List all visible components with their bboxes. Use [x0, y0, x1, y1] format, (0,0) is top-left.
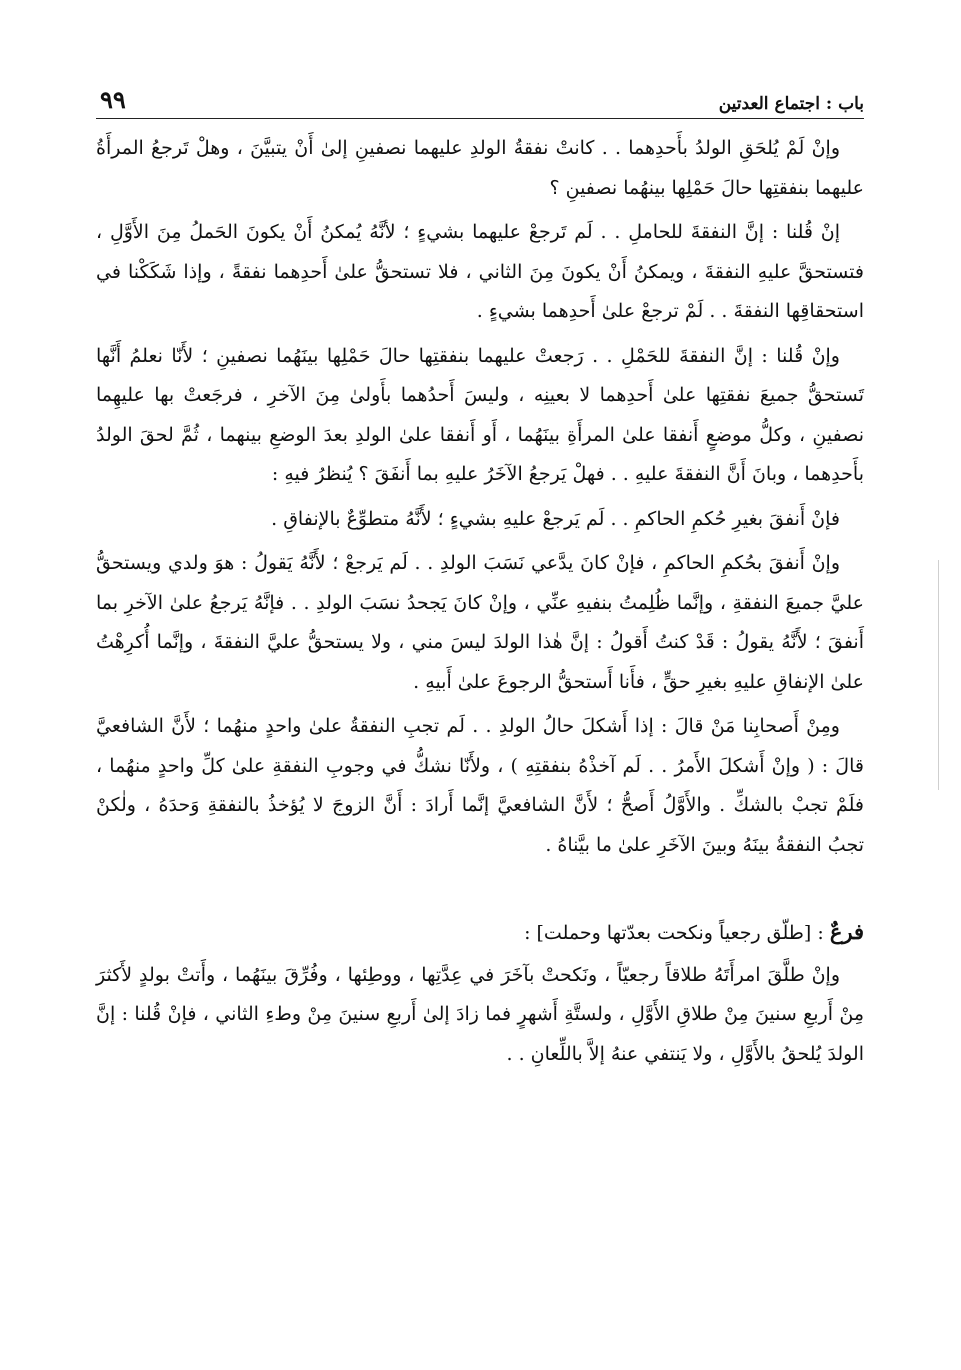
- section-label: فرعٌ: [829, 919, 864, 944]
- page-body: [96, 129, 864, 1074]
- paragraph-1: وإنْ لَمْ يُلحَقِ الولدُ بأَحدِهما . . كانتْ نفقةُ الولدِ عليهما نصفينِ إلىٰ أَنْ يتبيَّنَ ، وهلْ تَرجعُ المرأَةُ عليهما بنفقتِها حالَ حَمْلِها بينهُما نصفينِ ؟: [96, 137, 864, 199]
- page-header: [96, 78, 864, 119]
- paragraph-3: وإنْ قُلنا : إنَّ النفقةَ للحَمْلِ . . رَجعتْ عليهما بنفقتِها حالَ حَمْلِها بينَهُما نصفينِ ؛ لأَنّا نعلمُ أَنَّها تَستحقُّ جميعَ نفقتِها علىٰ أَحدِهما لا بعينِه ، وليسَ أَحدُهما بأَولىٰ مِنَ الآخرِ ، فرجَعتْ بها عليهِما نصفينِ ، وكلُّ موضعٍ أَنفقا علىٰ المرأَةِ بينَهُما ، أَو أَنفقا علىٰ الولدِ بعدَ الوضعِ بينهما ، ثُمَّ لحقَ الولدُ بأَحدِهما ، وبانَ أَنَّ النفقةَ عليهِ . . فهلْ يَرجعُ الآخَرُ عليهِ بما أَنفَقَ ؟ يُنظرُ فيهِ :: [96, 344, 864, 485]
- section-spacer: [96, 870, 864, 912]
- paragraph-5: وإنْ أَنفقَ بحُكمِ الحاكمِ ، فإنْ كانَ يدَّعي نَسَبَ الولدِ . . لَم يَرجعْ ؛ لأَنَّهُ يَقولُ : هوَ ولدي ويستحقُّ عليَّ جميعَ النفقةِ ، وإنَّما ظُلِمتُ بنفيهِ عنِّي ، وإنْ كانَ يَجحدُ نسَبَ الولدِ . . فإنَّهُ يَرجعُ علىٰ الآخرِ بما أَنفقَ ؛ لأَنَّهُ يقولُ : قَدْ كنتُ أَقولُ : إنَّ هٰذا الولدَ ليسَ مني ، ولا يستحقُّ عليَّ النفقةَ ، وإنَّما أُكرِهْتُ علىٰ الإنفاقِ عليهِ بغيرِ حقٍّ ، فأَنا أَستحقُّ الرجوعَ علىٰ أَبيهِ .: [96, 552, 864, 693]
- section-paragraph: وإنْ طلَّقَ امرأَتَهُ طلاقاً رجعيّاً ، ونَكحتْ بآخَرَ في عِدَّتِها ، ووطِئها ، وفُرِّقَ بينَهُما ، وأَتتْ بولدٍ لأَكثرَ مِنْ أَربعِ سنينَ مِنْ طلاقِ الأَوَّلِ ، ولستَّةِ أَشهرٍ فما زادَ إلىٰ أَربعِ سنينَ مِنْ وطءِ الثاني ، فإنْ قُلنا : إنَّ الولدَ يُلحقُ بالأَوَّلِ ، ولا يَنتفي عنهُ إلاَّ باللِّعانِ . .: [96, 963, 864, 1065]
- paragraph-4: فإنْ أَنفقَ بغيرِ حُكمِ الحاكمِ . . لَم يَرجعْ عليهِ بشيءٍ ؛ لأَنَّهُ متطوِّعٌ بالإنفاقِ .: [271, 507, 840, 530]
- section-title: [طلّق رجعياً ونكحت بعدّتها وحملت] :: [524, 922, 812, 944]
- section-separator: :: [811, 922, 830, 944]
- section-heading: [96, 912, 864, 954]
- book-page: [96, 78, 864, 1079]
- page-edge-mark: [938, 560, 939, 790]
- paragraph-2: إنْ قُلنا : إنَّ النفقةَ للحاملِ . . لَم تَرجعْ عليهما بشيءٍ ؛ لأنَّهُ يُمكنُ أَنْ يكونَ الحَملُ مِنَ الأَوَّلِ ، فتستحقَّ عليهِ النفقةَ ، ويمكنُ أَنْ يكونَ مِنَ الثاني ، فلا تستحقُّ علىٰ أَحدِهما نفقةً ، وإذا شَكَكْنا في استحقاقِها النفقةَ . . لَمْ ترجعْ علىٰ أَحدِهما بشيءٍ .: [96, 221, 864, 322]
- chapter-title: باب : اجتماع العدتين: [718, 94, 864, 114]
- page-number: ٩٩: [100, 85, 126, 114]
- paragraph-6: ومِنْ أَصحابِنا مَنْ قالَ : إذا أَشكلَ حالُ الولدِ . . لَم تجبِ النفقةُ علىٰ واحدٍ منهُما ؛ لأَنَّ الشافعيَّ قالَ : ( وإنْ أَشكلَ الأَمرُ . . لَم آخذْهُ بنفقتِهِ ) ، ولأَنّا نشكُّ في وجوبِ النفقةِ علىٰ كلِّ واحدٍ منهُما ، فلَمْ تجبْ بالشكِّ . والأَوَّلُ أَصحُّ ؛ لأَنَّ الشافعيَّ إنَّما أَرادَ : أَنَّ الزوجَ لا يُؤخذُ بالنفقةِ وَحدَهُ ، ولٰكنْ تجبُ النفقةُ بينَهُ وبينَ الآخَرِ علىٰ ما بيَّناهُ .: [96, 715, 864, 856]
